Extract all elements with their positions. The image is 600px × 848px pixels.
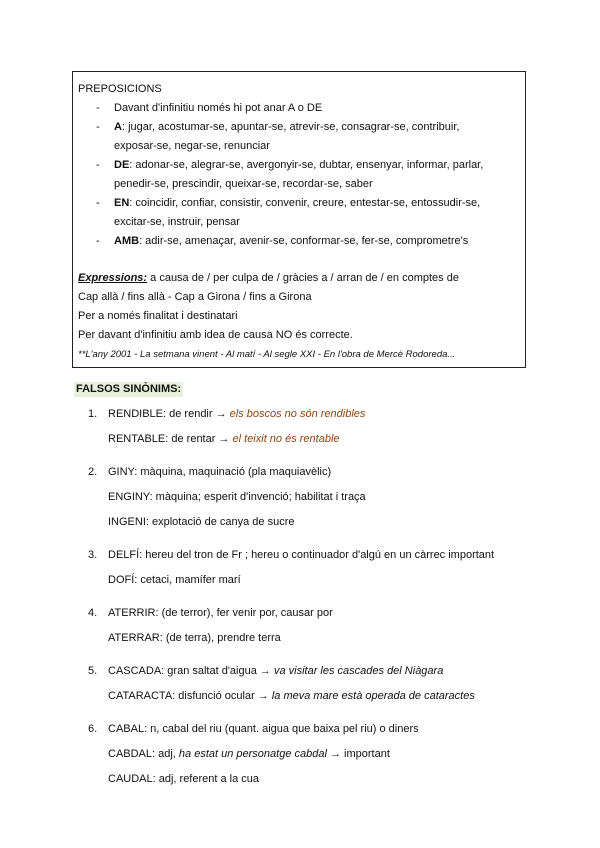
item-number: 4. xyxy=(88,607,98,619)
prep-item-en xyxy=(78,194,525,232)
item-number: 3. xyxy=(88,549,98,561)
prep-text-cont: exposar-se, negar-se, renunciar xyxy=(114,140,270,152)
prep-text: : adir-se, amenaçar, avenir-se, conformar-se, fer-se, comprometre's xyxy=(139,235,469,247)
cap-fins-line: Cap allà / fins allà - Cap a Girona / fins a Girona xyxy=(78,291,312,303)
prep-text: : coincidir, confiar, consistir, convenir, creure, entestar-se, entossudir-se, xyxy=(129,197,481,209)
entry-text: RENDIBLE: de rendir → xyxy=(108,408,230,420)
prep-item-infinitiu xyxy=(78,99,525,118)
entry-text: RENTABLE: de rentar → xyxy=(108,433,233,445)
list-item xyxy=(72,601,542,651)
box-heading: PREPOSICIONS xyxy=(78,83,162,95)
entry-line: CAUDAL: adj, referent a la cua xyxy=(108,773,260,785)
expressions-label: Expressions: xyxy=(78,272,148,284)
prep-key: DE xyxy=(114,159,130,171)
example-text: va visitar les cascades del Niàgara xyxy=(273,665,444,677)
list-item xyxy=(72,717,542,792)
entry-text: CABDAL: adj, xyxy=(108,748,179,760)
prep-text-cont: excitar-se, instruir, pensar xyxy=(114,216,240,228)
prep-item-amb xyxy=(78,232,525,251)
example-text: ha estat un personatge cabdal xyxy=(178,748,327,760)
entry-line: ENGINY: màquina; esperit d'invenció; habilitat i traça xyxy=(108,491,366,503)
item-number: 5. xyxy=(88,665,98,677)
prep-key: AMB xyxy=(114,235,140,247)
entry-line: INGENI: explotació de canya de sucre xyxy=(108,516,295,528)
entry-line xyxy=(108,427,542,452)
example-text: la meva mare està operada de cataractes xyxy=(271,690,475,702)
example-text: els boscos no són rendibles xyxy=(229,408,366,420)
expressions-line xyxy=(78,269,525,288)
entry-line: CABAL: n, cabal del riu (quant. aigua que baixa pel riu) o diners xyxy=(108,723,419,735)
prep-item-a xyxy=(78,118,525,156)
list-item xyxy=(72,460,542,535)
prep-text: : adonar-se, alegrar-se, avergonyir-se, dubtar, ensenyar, informar, parlar, xyxy=(129,159,484,171)
prep-key: A xyxy=(114,121,122,133)
prep-text-cont: penedir-se, prescindir, queixar-se, recordar-se, saber xyxy=(114,178,373,190)
entry-text-tail: → important xyxy=(326,748,390,760)
expressions-text: a causa de / per culpa de / gràcies a / arran de / en comptes de xyxy=(147,272,459,284)
dash-bullet: - xyxy=(96,197,100,209)
dash-bullet: - xyxy=(96,121,100,133)
temporal-note: **L'any 2001 - La setmana vinent - Al matí - Al segle XXI - En l'obra de Mercè Rodoreda... xyxy=(78,349,456,360)
dash-bullet: - xyxy=(96,102,100,114)
item-number: 6. xyxy=(88,723,98,735)
per-infinitiu-line: Per davant d'infinitiu amb idea de causa NO és correcte. xyxy=(78,329,353,341)
entry-line: DOFÍ: cetaci, mamífer marí xyxy=(108,574,241,586)
falsos-list xyxy=(72,402,542,800)
example-text: el teixit no és rentable xyxy=(232,433,340,445)
list-item xyxy=(72,659,542,709)
prep-key: EN xyxy=(114,197,130,209)
item-number: 1. xyxy=(88,408,98,420)
prep-list xyxy=(78,99,525,251)
entry-line xyxy=(108,659,542,684)
preposicions-box xyxy=(72,71,526,368)
per-a-line: Per a només finalitat i destinatari xyxy=(78,310,238,322)
list-item xyxy=(72,543,542,593)
item-number: 2. xyxy=(88,466,98,478)
spacer xyxy=(78,251,525,269)
falsos-sinonims-title: FALSOS SINÒNIMS: xyxy=(76,383,182,395)
entry-line xyxy=(108,742,542,767)
entry-line xyxy=(108,684,542,709)
prep-item-de xyxy=(78,156,525,194)
entry-text: CATARACTA: disfunció ocular → xyxy=(108,690,272,702)
entry-line: GINY: màquina, maquinació (pla maquiavèlic) xyxy=(108,466,332,478)
entry-line xyxy=(108,402,542,427)
prep-text: Davant d'infinitiu només hi pot anar A o DE xyxy=(114,102,323,114)
entry-line: ATERRAR: (de terra), prendre terra xyxy=(108,632,281,644)
entry-line: ATERRIR: (de terror), fer venir por, causar por xyxy=(108,607,333,619)
entry-line: DELFÍ: hereu del tron de Fr ; hereu o continuador d'algú en un càrrec important xyxy=(108,549,495,561)
dash-bullet: - xyxy=(96,159,100,171)
entry-text: CASCADA: gran saltat d'aigua → xyxy=(108,665,274,677)
dash-bullet: - xyxy=(96,235,100,247)
prep-text: : jugar, acostumar-se, apuntar-se, atrevir-se, consagrar-se, contribuir, xyxy=(121,121,460,133)
list-item xyxy=(72,402,542,452)
